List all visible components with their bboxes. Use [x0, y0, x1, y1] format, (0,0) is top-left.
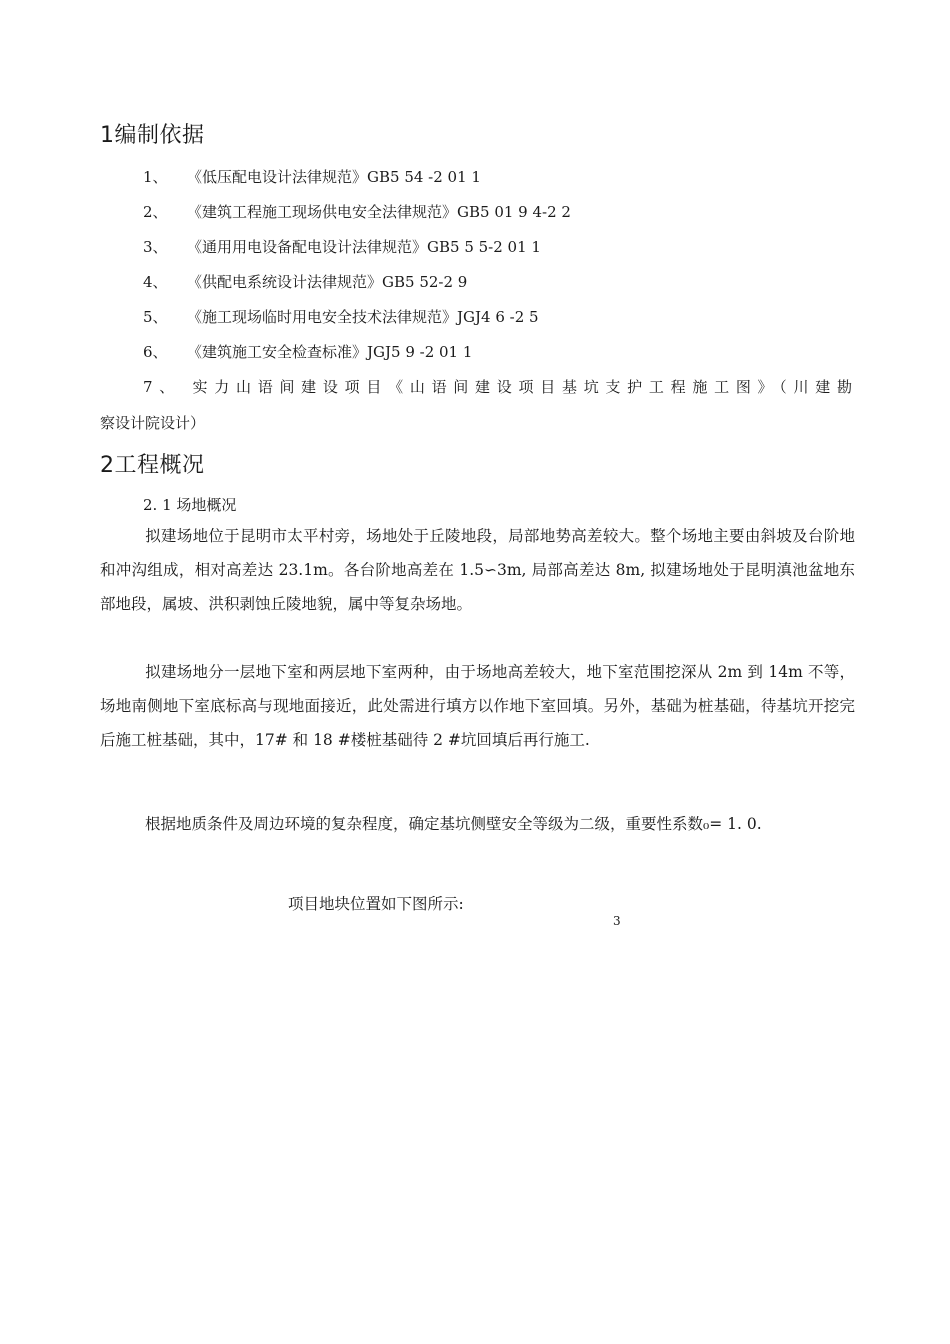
reference-item-3 — [143, 236, 541, 257]
paragraph-site-overview — [100, 519, 855, 621]
reference-text: 《施工现场临时用电安全技术法律规范》JGJ4 6 -2 5 — [187, 308, 539, 326]
paragraph-text: 拟建场地分一层地下室和两层地下室两种，由于场地高差较大，地下室范围挖深从 2m 到 14m 不等，场地南侧地下室底标高与现地面接近，此处需进行填方以作地下室回填。另外，基础为桩基础，待基坑开挖完后施工桩基础，其中，17# 和 18 #楼桩基础待 2 #坑回填后再行施工. — [100, 663, 855, 749]
section-1-heading: 1编制依据 — [100, 123, 205, 148]
reference-item-7-continuation: 察设计院设计） — [100, 414, 206, 432]
reference-item-5 — [143, 306, 539, 327]
paragraph-safety-grade — [100, 801, 855, 847]
reference-number: 2、 — [143, 203, 168, 221]
paragraph-basement — [100, 655, 855, 757]
reference-text: 《低压配电设计法律规范》GB5 54 -2 01 1 — [187, 168, 481, 186]
figure-caption: 项目地块位置如下图所示: — [288, 895, 464, 913]
reference-text: 《通用用电设备配电设计法律规范》GB5 5 5-2 01 1 — [187, 238, 541, 256]
reference-text: 《建筑工程施工现场供电安全法律规范》GB5 01 9 4-2 2 — [187, 203, 571, 221]
page-number: 3 — [613, 914, 621, 928]
reference-number: 5、 — [143, 308, 168, 326]
subsection-heading: 2. 1 场地概况 — [143, 496, 237, 514]
reference-number: 3、 — [143, 238, 168, 256]
section-2-heading: 2工程概况 — [100, 453, 205, 478]
reference-item-7: 7、 实力山语间建设项目《山语间建设项目基坑支护工程施工图》（川建勘 — [143, 378, 855, 396]
reference-text: 《建筑施工安全检查标准》JGJ5 9 -2 01 1 — [187, 343, 473, 361]
reference-item-1 — [143, 166, 481, 187]
reference-number: 1、 — [143, 168, 168, 186]
reference-number: 6、 — [143, 343, 168, 361]
reference-item-2 — [143, 201, 571, 222]
reference-item-6 — [143, 341, 472, 362]
reference-item-4 — [143, 271, 467, 292]
paragraph-text: 根据地质条件及周边环境的复杂程度，确定基坑侧壁安全等级为二级，重要性系数₀= 1. 0. — [145, 815, 762, 833]
paragraph-text: 拟建场地位于昆明市太平村旁，场地处于丘陵地段，局部地势高差较大。整个场地主要由斜坡及台阶地和冲沟组成，相对高差达 23.1m。各台阶地高差在 1.5∽3m, 局部高差达 8m, 拟建场地处于昆明滇池盆地东部地段，属坡、洪积剥蚀丘陵地貌，属中等复杂场地。 — [100, 527, 855, 613]
reference-text: 《供配电系统设计法律规范》GB5 52-2 9 — [187, 273, 468, 291]
reference-number: 4、 — [143, 273, 168, 291]
